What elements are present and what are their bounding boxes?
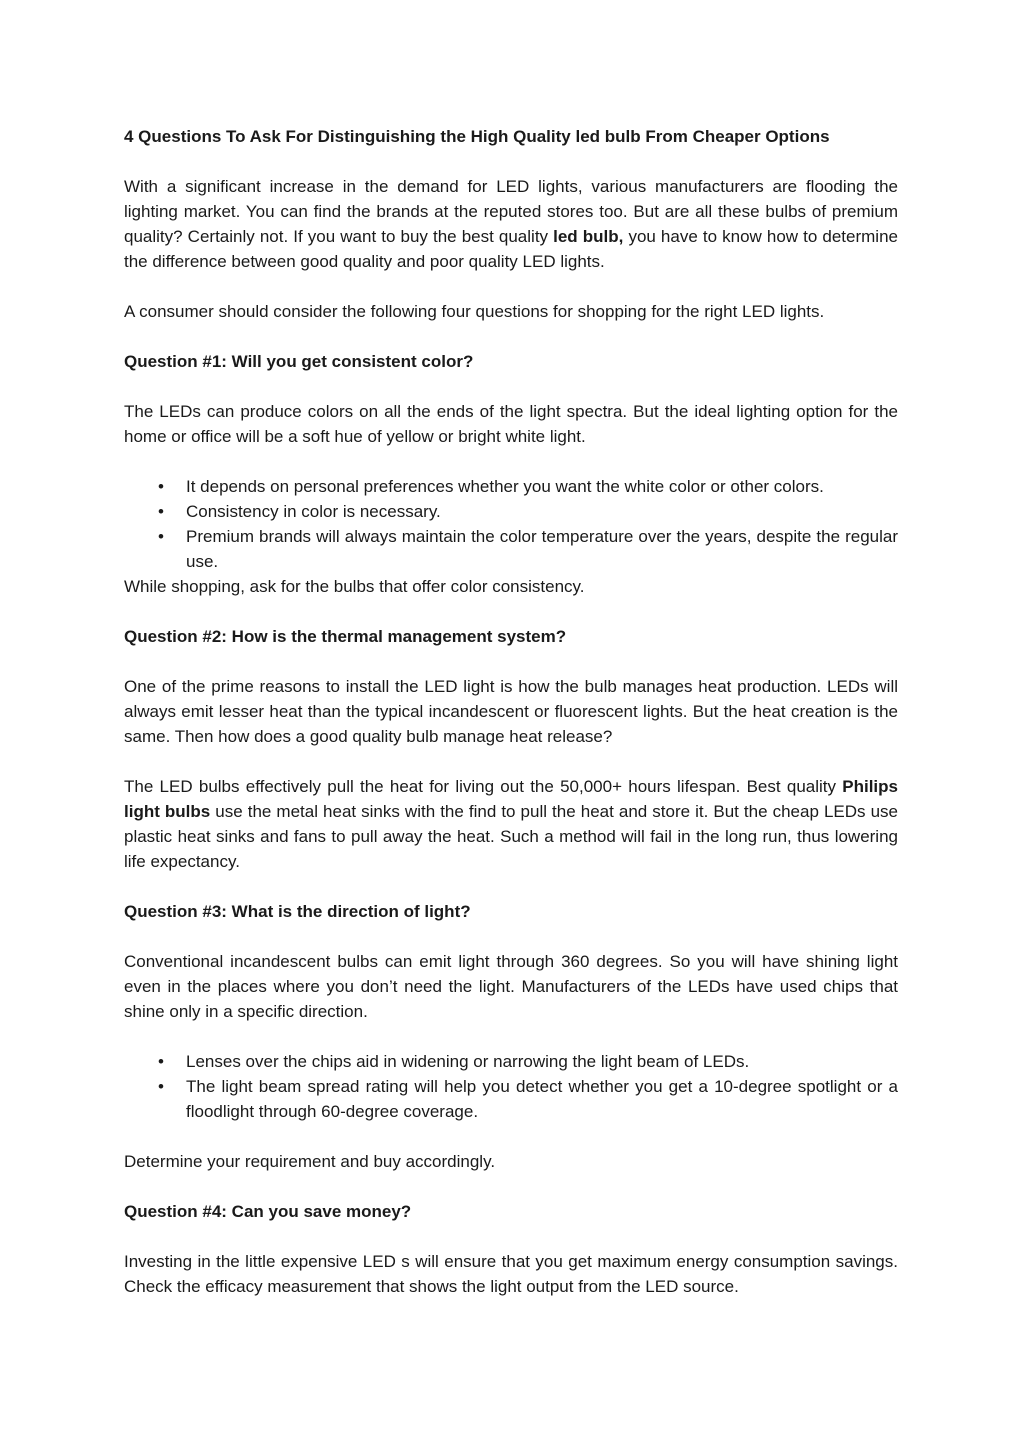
question-2-paragraph-1: One of the prime reasons to install the LED light is how the bulb manages heat production. LEDs will always emit lesser heat than the typical incandescent or fluorescent lights. But the heat creation is the same. Then how does a good quality bulb manage heat release?	[124, 677, 898, 746]
question-1-list	[124, 474, 898, 574]
led-bulb-link[interactable]: led bulb,	[553, 227, 624, 246]
question-3-closing: Determine your requirement and buy accordingly.	[124, 1152, 496, 1171]
question-3-paragraph: Conventional incandescent bulbs can emit light through 360 degrees. So you will have shining light even in the places where you don’t need the light. Manufacturers of the LEDs have used chips that shine only in a specific direction.	[124, 952, 898, 1021]
bullet-icon: •	[158, 1052, 164, 1071]
list-item	[124, 524, 898, 574]
list-item	[124, 499, 898, 524]
intro-paragraph-1	[124, 174, 898, 274]
question-1-heading: Question #1: Will you get consistent color?	[124, 352, 474, 371]
list-item-text: Consistency in color is necessary.	[186, 502, 441, 521]
document-title: 4 Questions To Ask For Distinguishing the High Quality led bulb From Cheaper Options	[124, 127, 830, 146]
question-1-closing: While shopping, ask for the bulbs that offer color consistency.	[124, 577, 585, 596]
list-item-text: The light beam spread rating will help you detect whether you get a 10-degree spotlight or a floodlight through 60-degree coverage.	[186, 1077, 898, 1121]
list-item-text: Premium brands will always maintain the color temperature over the years, despite the regular use.	[186, 527, 898, 571]
question-3-heading: Question #3: What is the direction of light?	[124, 902, 471, 921]
q2-text-b: use the metal heat sinks with the find to pull the heat and store it. But the cheap LEDs use plastic heat sinks and fans to pull away the heat. Such a method will fail in the long run, thus lowering life expectancy.	[124, 802, 898, 871]
bullet-icon: •	[158, 1077, 164, 1096]
intro-text-a: With a significant increase in the demand for LED lights, various manufacturers are flooding the lighting market. You can find the brands at the reputed stores too. But are all these bulbs of premium quality? Certainly not. If you want to buy the best quality	[124, 177, 898, 246]
intro-text-b: you have to know how to determine the difference between good quality and poor quality LED lights.	[124, 227, 898, 271]
list-item	[124, 474, 898, 499]
document-page	[124, 124, 898, 1299]
list-item-text: Lenses over the chips aid in widening or narrowing the light beam of LEDs.	[186, 1052, 750, 1071]
question-2-paragraph-2	[124, 774, 898, 874]
question-2-heading: Question #2: How is the thermal management system?	[124, 627, 567, 646]
bullet-icon: •	[158, 477, 164, 496]
philips-light-bulbs-link[interactable]: Philips light bulbs	[124, 777, 898, 821]
list-item	[124, 1074, 898, 1124]
q2-text-a: The LED bulbs effectively pull the heat for living out the 50,000+ hours lifespan. Best quality	[124, 777, 843, 796]
bullet-icon: •	[158, 502, 164, 521]
bullet-icon: •	[158, 527, 164, 546]
intro-paragraph-2: A consumer should consider the following four questions for shopping for the right LED lights.	[124, 302, 825, 321]
list-item-text: It depends on personal preferences whether you want the white color or other colors.	[186, 477, 824, 496]
question-3-list	[124, 1049, 898, 1124]
question-1-paragraph: The LEDs can produce colors on all the ends of the light spectra. But the ideal lighting option for the home or office will be a soft hue of yellow or bright white light.	[124, 402, 898, 446]
question-4-paragraph: Investing in the little expensive LED s will ensure that you get maximum energy consumption savings. Check the efficacy measurement that shows the light output from the LED source.	[124, 1252, 898, 1296]
question-4-heading: Question #4: Can you save money?	[124, 1202, 412, 1221]
list-item	[124, 1049, 898, 1074]
